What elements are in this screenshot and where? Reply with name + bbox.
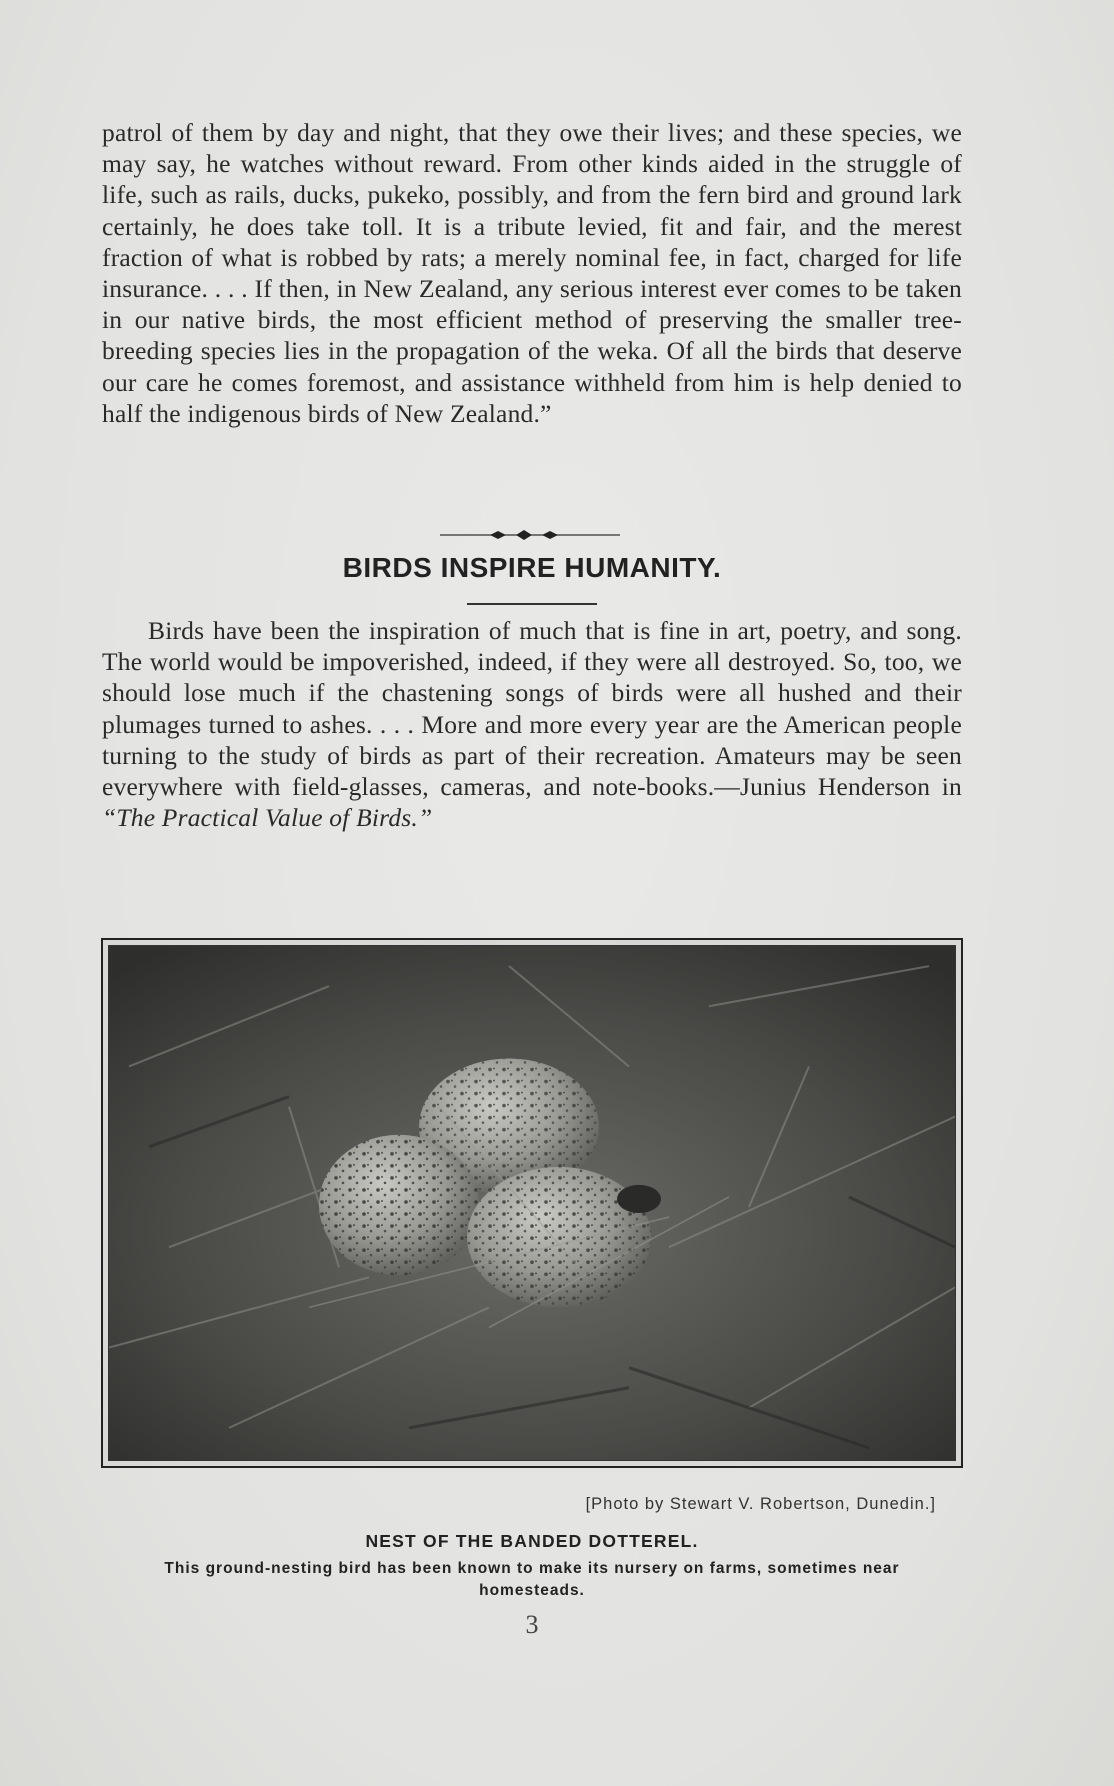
photo-caption-title: NEST OF THE BANDED DOTTEREL. [365,1531,699,1551]
nest-photo [108,945,956,1461]
photo-caption-text: This ground-nesting bird has been known to make its nursery on farms, sometimes near homesteads. [164,1560,900,1599]
photo-frame [101,938,963,1468]
citation-title: “The Practical Value of Birds.” [102,803,433,833]
body-text: Birds have been the inspiration of much that is fine in art, poetry, and song. The world would be impoverished, indeed, if they were all destroyed. So, too, we should lose much if the chastening songs of birds were all hushed and their plumages turned to ashes. . . . More and more every year are the American people turning to the study of birds as part of their recreation. Amateurs may be seen everywhere with field-glasses, cameras, and note-books.—Junius Henderson in [102,616,962,802]
body-paragraph-weka: patrol of them by day and night, that they owe their lives; and these species, we may say, he watches without reward. From other kinds aided in the struggle of life, such as rails, ducks, pukeko, possibly, and from the fern bird and ground lark certainly, he does take toll. It is a tribute levied, fit and fair, and the merest fraction of what is robbed by rats; a merely nominal fee, in fact, charged for life insurance. . . . If then, in New Zealand, any serious interest ever comes to be taken in our native birds, the most efficient method of preserving the smaller tree-breeding species lies in the propagation of the weka. Of all the birds that deserve our care he comes foremost, and assistance withheld from him is help denied to half the indigenous birds of New Zealand.” [102,118,962,428]
page-number: 3 [525,1610,539,1639]
section-heading: BIRDS INSPIRE HUMANITY. [342,552,722,583]
heading-rule [467,603,597,605]
body-paragraph-birds [102,615,962,833]
ornament-divider [440,527,620,543]
photo-credit: [Photo by Stewart V. Robertson, Dunedin.] [585,1495,936,1513]
